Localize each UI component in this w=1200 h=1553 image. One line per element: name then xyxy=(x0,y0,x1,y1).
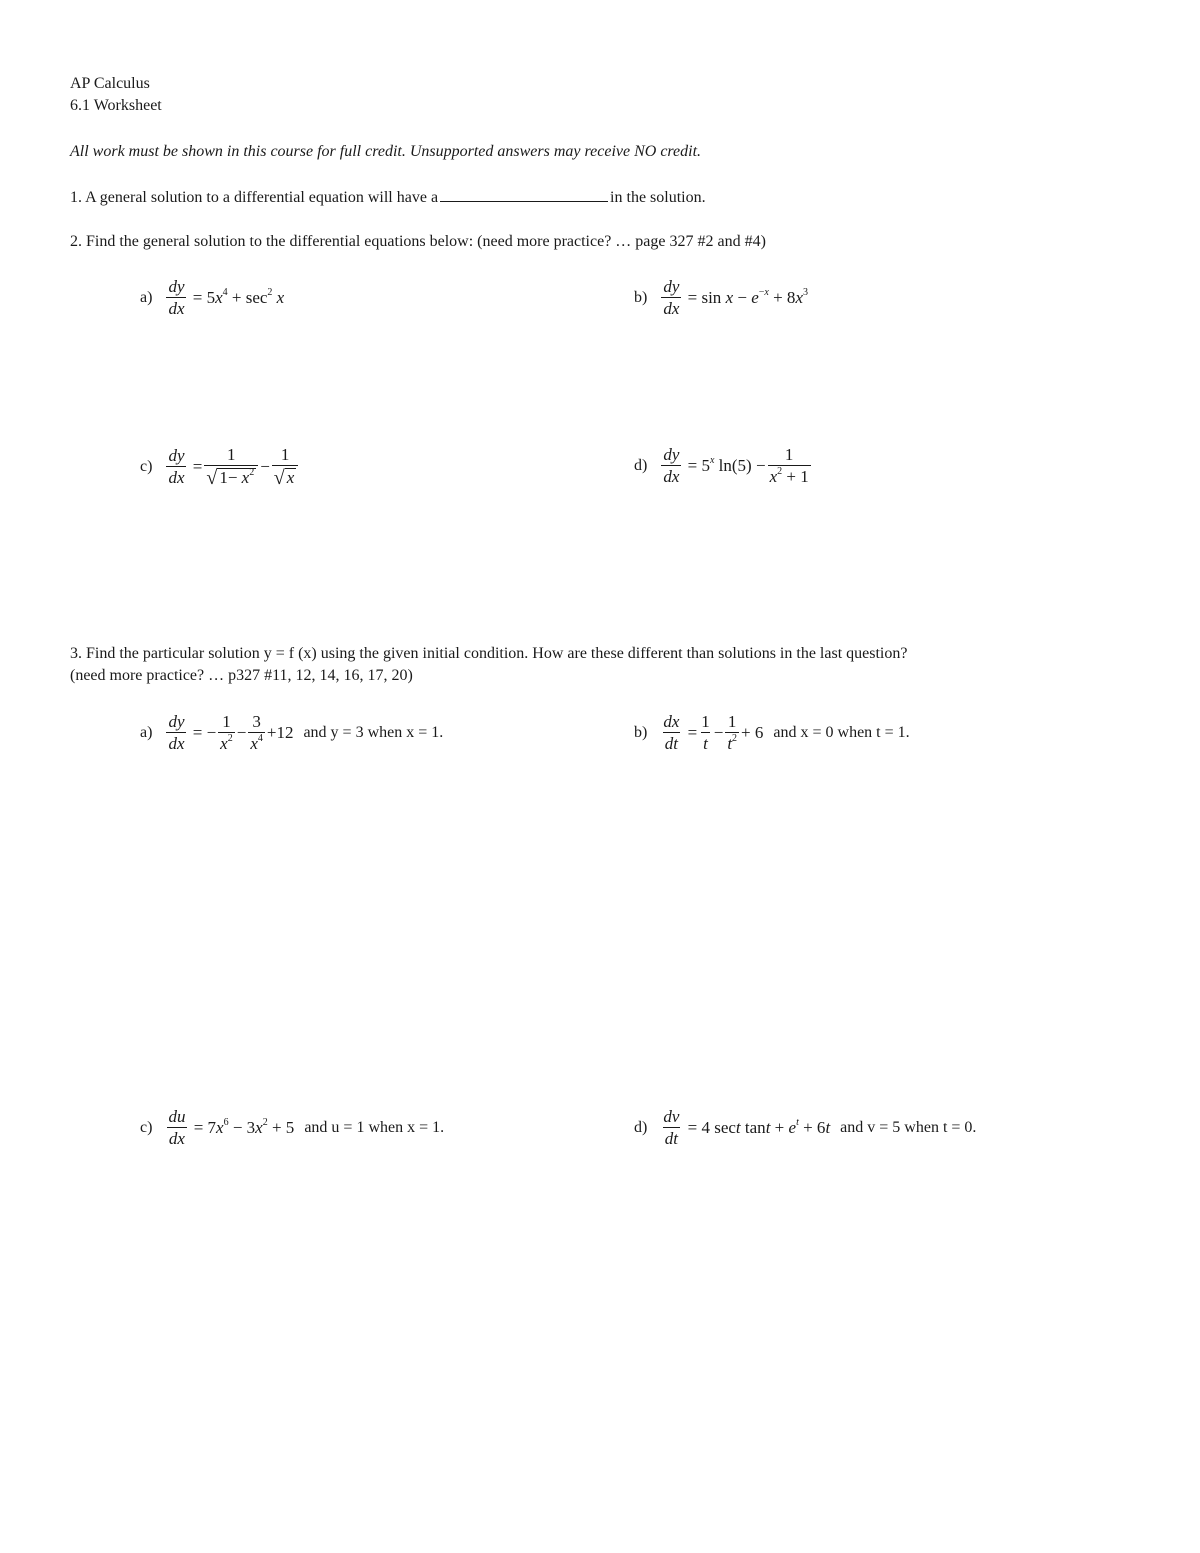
equation: $\frac{dy}{dx}$ = − $\frac{1}{x^2}$ − $\frac{3}{x^4}$ +12 xyxy=(168,712,294,753)
part-label: a) xyxy=(140,289,153,306)
equation: $\frac{dy}{dx}$ = $5^x$ ln(5) − $\frac{1}{x^2 + 1}$ xyxy=(663,445,809,486)
part-label: c) xyxy=(140,458,153,475)
question-3-prompt: 3. Find the particular solution y = f (x) using the given initial condition. How are these different than solutions in the last question? xyxy=(70,645,908,662)
q2-part-d xyxy=(634,446,813,486)
question-1-text: 1. A general solution to a differential equation will have a xyxy=(70,189,439,206)
equation: $\frac{dx}{dt}$ = $\frac{1}{t}$ − $\frac{1}{t^2}$ + 6 xyxy=(663,712,764,753)
initial-condition: and x = 0 when t = 1. xyxy=(773,724,910,741)
worksheet-title: 6.1 Worksheet xyxy=(70,97,162,114)
equation: $\frac{dy}{dx}$ = $\sin x - e^{-x} + 8x^3$ xyxy=(663,277,808,318)
equation: $\frac{dy}{dx}$ = 1 √ $1- x^2$ − 1 √ x xyxy=(164,446,300,488)
question-3-practice: (need more practice? … p327 #11, 12, 14, 16, 17, 20) xyxy=(70,667,413,684)
equation: $\frac{dv}{dt}$ = 4 sect $\tan t + e^t + 6t$ xyxy=(663,1107,831,1148)
question-1-text-end: in the solution. xyxy=(610,189,706,206)
question-2-prompt: 2. Find the general solution to the differential equations below: (need more practice? … page 327 #2 and #4) xyxy=(70,233,766,250)
q2-part-b xyxy=(634,278,808,318)
initial-condition: and v = 5 when t = 0. xyxy=(840,1119,977,1136)
q3-part-a xyxy=(140,713,443,753)
q2-part-a xyxy=(140,278,284,318)
equation: $\frac{du}{dx}$ = $7x^6 - 3x^2 + 5$ xyxy=(168,1107,295,1148)
q2-part-c xyxy=(140,446,300,488)
question-1 xyxy=(70,187,706,208)
course-title: AP Calculus xyxy=(70,75,150,92)
initial-condition: and y = 3 when x = 1. xyxy=(303,724,444,741)
q3-part-b xyxy=(634,713,910,753)
part-label: d) xyxy=(634,1119,648,1136)
equation: $\frac{dy}{dx}$ = $5x^4 + \sec^2 x$ xyxy=(168,277,285,318)
part-label: d) xyxy=(634,457,648,474)
part-label: c) xyxy=(140,1119,153,1136)
instructions: All work must be shown in this course for full credit. Unsupported answers may receive NO credit. xyxy=(70,143,702,160)
part-label: b) xyxy=(634,289,648,306)
initial-condition: and u = 1 when x = 1. xyxy=(304,1119,445,1136)
q3-part-d xyxy=(634,1108,976,1148)
part-label: a) xyxy=(140,724,153,741)
answer-blank[interactable] xyxy=(440,187,608,202)
q3-part-c xyxy=(140,1108,444,1148)
part-label: b) xyxy=(634,724,648,741)
